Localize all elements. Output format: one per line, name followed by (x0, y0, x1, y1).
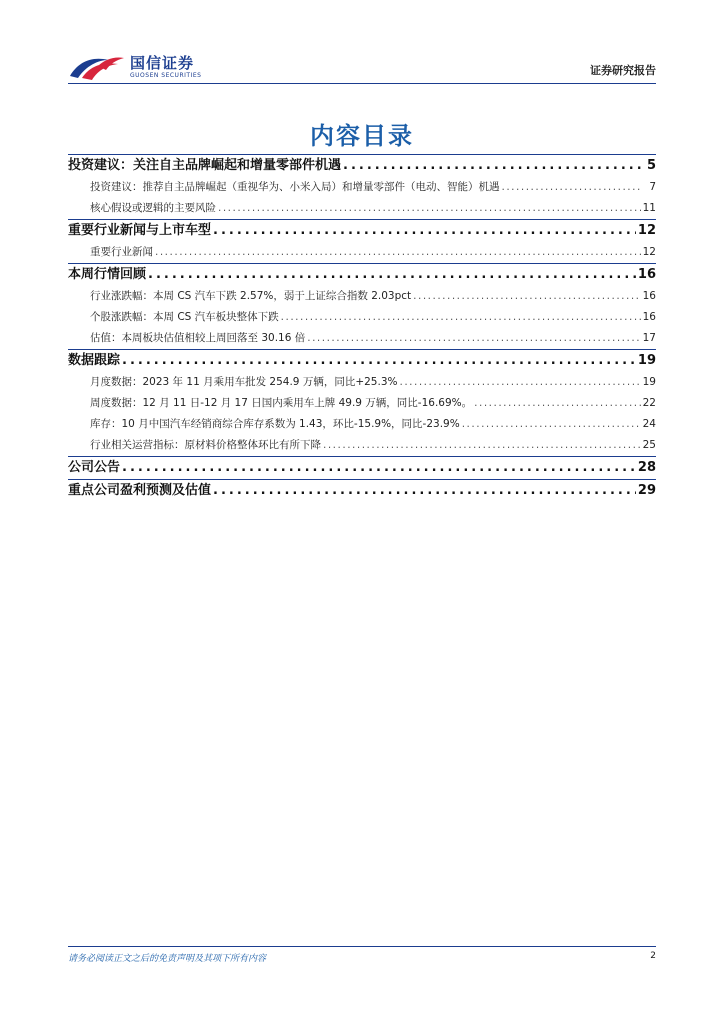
toc-section-entry[interactable] (68, 480, 656, 502)
toc-entry-title: 行业相关运营指标：原材料价格整体环比有所下降 (90, 439, 321, 451)
toc-dot-leader (155, 242, 641, 263)
toc-entry-title: 本周行情回顾 (68, 267, 147, 282)
toc-title: 内容目录 (310, 122, 414, 150)
toc-dot-leader (413, 286, 640, 307)
toc-entry-title: 重要行业新闻 (90, 246, 153, 258)
header-divider (68, 83, 656, 84)
toc-section-entry[interactable] (68, 220, 656, 242)
toc-section-entry[interactable] (68, 457, 656, 479)
toc-section-entry[interactable] (68, 155, 656, 177)
toc-dot-leader (148, 264, 636, 286)
toc-entry-page: 12 (642, 246, 656, 258)
toc-entry-page: 29 (637, 483, 656, 498)
toc-entry-page: 12 (637, 223, 656, 238)
toc-dot-leader (281, 307, 641, 328)
toc-entry-page: 16 (637, 267, 656, 282)
toc-subsection-entry[interactable] (68, 242, 656, 263)
toc-entry-page: 11 (642, 202, 656, 214)
toc-section-entry[interactable] (68, 264, 656, 286)
toc-dot-leader (218, 198, 641, 219)
toc-subsection-entry[interactable] (68, 177, 656, 198)
toc-subsection-entry[interactable] (68, 372, 656, 393)
toc-dot-leader (122, 350, 636, 372)
toc-entry-title: 库存：10 月中国汽车经销商综合库存系数为 1.43，环比-15.9%，同比-23.9% (90, 418, 460, 430)
toc-dot-leader (399, 372, 640, 393)
toc-entry-page: 22 (642, 397, 656, 409)
toc-dot-leader (122, 457, 636, 479)
toc-entry-title: 周度数据：12 月 11 日-12 月 17 日国内乘用车上牌 49.9 万辆，同比-16.69%。 (90, 397, 473, 409)
toc-entry-title: 投资建议：推荐自主品牌崛起（重视华为、小米入局）和增量零部件（电动、智能）机遇 (90, 181, 500, 193)
toc-entry-page: 28 (637, 460, 656, 475)
toc-entry-title: 重要行业新闻与上市车型 (68, 223, 212, 238)
toc-subsection-entry[interactable] (68, 307, 656, 328)
toc-subsection-entry[interactable] (68, 414, 656, 435)
page-header (68, 50, 656, 86)
toc-subsection-entry[interactable] (68, 198, 656, 219)
footer-disclaimer: 请务必阅读正文之后的免责声明及其项下所有内容 (68, 954, 267, 964)
toc-dot-leader (462, 414, 641, 435)
toc-subsection-entry[interactable] (68, 286, 656, 307)
toc-entry-title: 投资建议：关注自主品牌崛起和增量零部件机遇 (68, 158, 342, 173)
toc-subsection-entry[interactable] (68, 328, 656, 349)
footer-divider (68, 946, 656, 947)
table-of-contents (68, 154, 656, 502)
logo-chinese-name: 国信证券 (130, 54, 195, 72)
toc-dot-leader (502, 177, 643, 198)
toc-dot-leader (213, 480, 636, 502)
toc-entry-title: 月度数据：2023 年 11 月乘用车批发 254.9 万辆，同比+25.3% (90, 376, 398, 388)
toc-entry-page: 24 (642, 418, 656, 430)
toc-entry-title: 行业涨跌幅：本周 CS 汽车下跌 2.57%，弱于上证综合指数 2.03pct (90, 290, 412, 302)
toc-entry-page: 7 (649, 181, 656, 193)
toc-dot-leader (343, 155, 642, 177)
toc-entry-page: 17 (642, 332, 656, 344)
toc-entry-title: 数据跟踪 (68, 353, 121, 368)
toc-entry-title: 个股涨跌幅：本周 CS 汽车板块整体下跌 (90, 311, 279, 323)
toc-dot-leader (323, 435, 641, 456)
toc-entry-page: 5 (646, 158, 656, 173)
toc-entry-page: 16 (642, 311, 656, 323)
guosen-logo-mark-icon (68, 52, 126, 82)
toc-entry-page: 19 (637, 353, 656, 368)
toc-dot-leader (307, 328, 640, 349)
toc-entry-title: 核心假设或逻辑的主要风险 (90, 202, 216, 214)
toc-entry-page: 25 (642, 439, 656, 451)
report-type-label: 证券研究报告 (590, 64, 656, 77)
toc-entry-title: 公司公告 (68, 460, 121, 475)
toc-section-entry[interactable] (68, 350, 656, 372)
toc-entry-title: 重点公司盈利预测及估值 (68, 483, 212, 498)
toc-entry-title: 估值：本周板块估值相较上周回落至 30.16 倍 (90, 332, 306, 344)
toc-dot-leader (474, 393, 640, 414)
toc-entry-page: 16 (642, 290, 656, 302)
toc-subsection-entry[interactable] (68, 393, 656, 414)
toc-entry-page: 19 (642, 376, 656, 388)
guosen-logo (68, 50, 268, 86)
toc-dot-leader (213, 220, 636, 242)
toc-subsection-entry[interactable] (68, 435, 656, 456)
page-number: 2 (650, 951, 656, 961)
logo-english-name: GUOSEN SECURITIES (130, 72, 202, 79)
